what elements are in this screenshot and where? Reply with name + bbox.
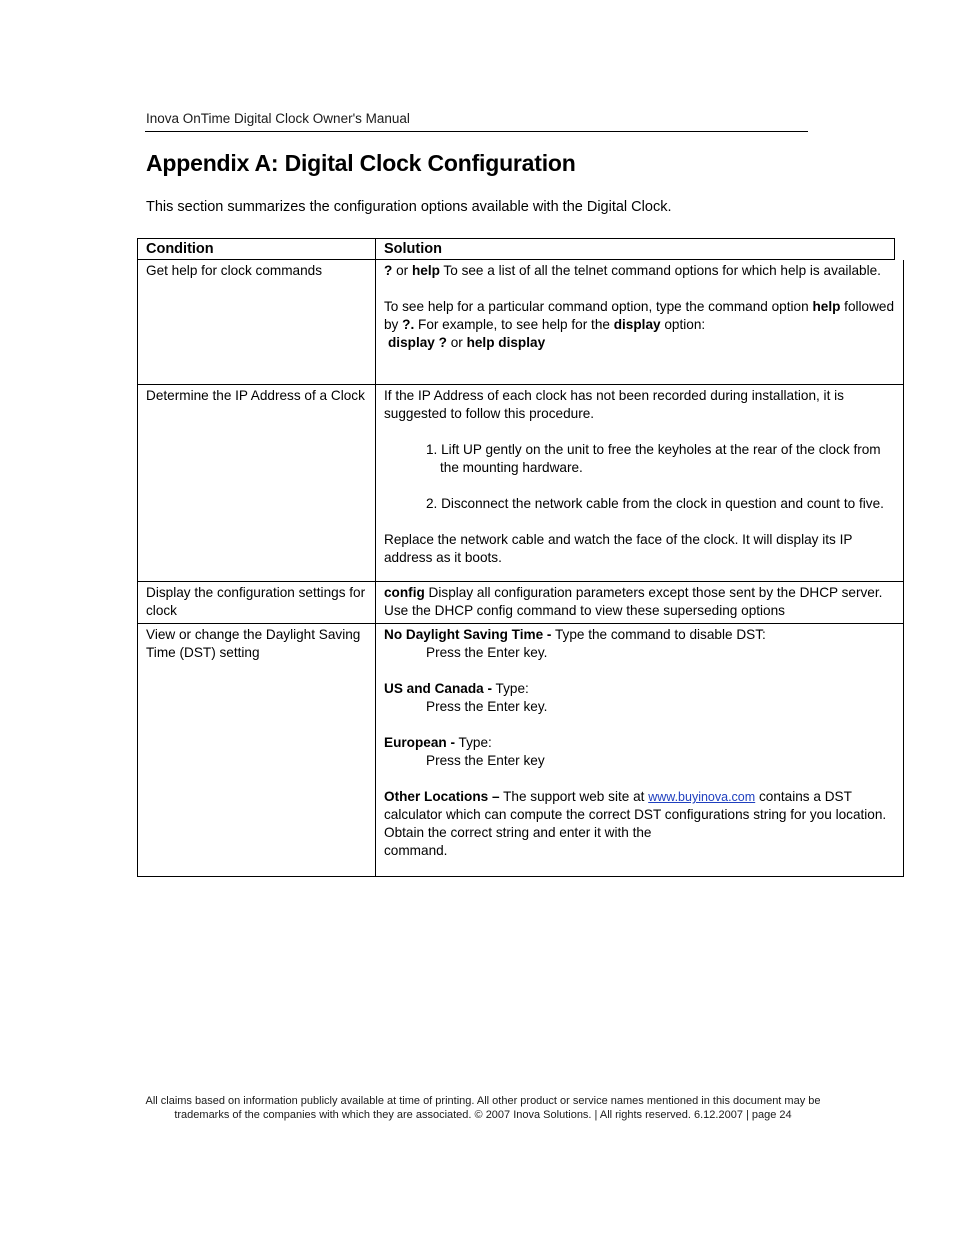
running-header: Inova OnTime Digital Clock Owner's Manual	[146, 111, 410, 126]
procedure-intro: If the IP Address of each clock has not been recorded during installation, it is suggested to follow this procedure.	[384, 388, 844, 421]
help-particular: To see help for a particular command option, type the command option help followed by ?. For example, to see help for the display option:	[384, 299, 895, 332]
table-row	[137, 260, 904, 385]
configuration-table	[137, 238, 904, 877]
european-option: European - Type:	[384, 735, 492, 750]
press-enter-1: Press the Enter key.	[426, 645, 548, 660]
procedure-outro: Replace the network cable and watch the face of the clock. It will display its IP address as it boots.	[384, 532, 853, 565]
condition-cell: Display the configuration settings for clock	[138, 582, 376, 623]
procedure-step-1: 1. Lift UP gently on the unit to free the keyholes at the rear of the clock from the mounting hardware.	[426, 442, 881, 475]
other-locations-option: Other Locations – The support web site at www.buyinova.com contains a DST calculator which can compute the correct DST configurations string for you location. Obtain the correct string and enter it with the	[384, 789, 887, 840]
solution-cell	[376, 582, 903, 620]
header-solution: Solution	[375, 238, 895, 260]
table-row	[137, 582, 904, 624]
help-example: display ? or help display	[388, 335, 546, 350]
header-rule	[145, 131, 808, 132]
condition-cell: Determine the IP Address of a Clock	[138, 385, 376, 581]
condition-cell: Get help for clock commands	[138, 260, 376, 384]
header-condition: Condition	[137, 238, 376, 260]
no-dst-option: No Daylight Saving Time - Type the command to disable DST:	[384, 627, 766, 642]
help-description: ? or help To see a list of all the telnet command options for which help is available.	[384, 263, 881, 278]
page-title: Appendix A: Digital Clock Configuration	[146, 150, 576, 176]
procedure-step-2: 2. Disconnect the network cable from the clock in question and count to five.	[426, 496, 884, 511]
footer-line-2: trademarks of the companies with which they are associated. © 2007 Inova Solutions. | All rights reserved. 6.12.2007 | page 24	[174, 1109, 792, 1121]
table-row	[137, 385, 904, 582]
solution-cell	[376, 385, 903, 567]
table-header	[137, 238, 904, 260]
solution-cell	[376, 260, 903, 352]
config-description: config Display all configuration parameters except those sent by the DHCP server. Use the DHCP config command to view these superseding options	[384, 585, 883, 618]
buyinova-link[interactable]: www.buyinova.com	[648, 790, 756, 804]
intro-text: This section summarizes the configuration options available with the Digital Clock.	[146, 199, 672, 215]
press-enter-2: Press the Enter key.	[426, 699, 548, 714]
press-enter-3: Press the Enter key	[426, 753, 545, 768]
footer-line-1: All claims based on information publicly available at time of printing. All other product or service names mentioned in this document may be	[145, 1095, 821, 1107]
other-locations-end: command.	[384, 843, 448, 858]
page-footer	[100, 1094, 866, 1122]
us-canada-option: US and Canada - Type:	[384, 681, 529, 696]
condition-cell: View or change the Daylight Saving Time (DST) setting	[138, 624, 376, 876]
solution-cell	[376, 624, 903, 860]
table-row	[137, 624, 904, 877]
